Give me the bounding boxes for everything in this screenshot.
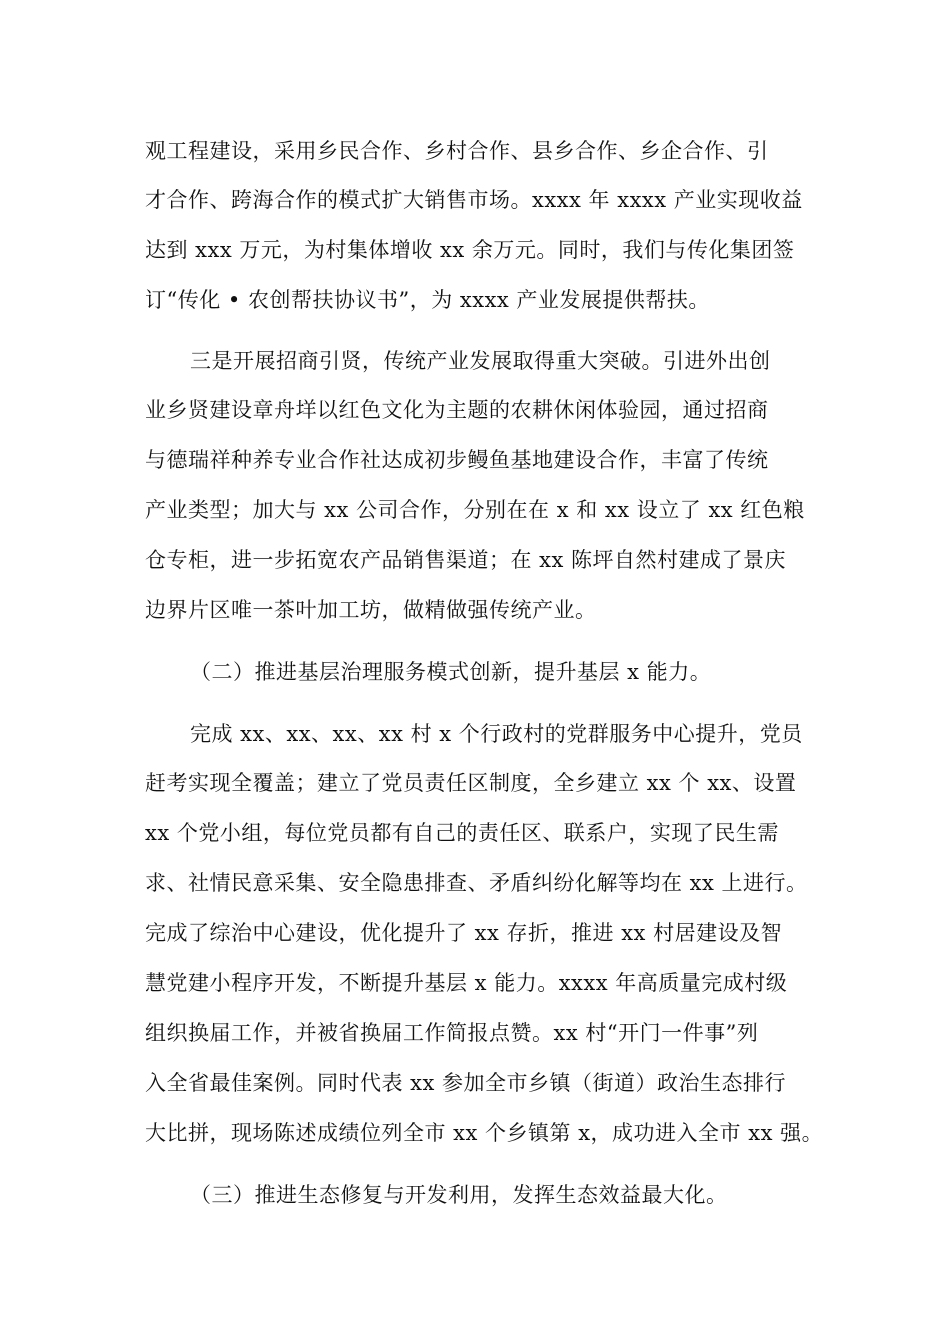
paragraph-line: 完成 xx、xx、xx、xx 村 x 个行政村的党群服务中心提升，党员: [190, 722, 803, 746]
section-heading: （二）推进基层治理服务模式创新，提升基层 x 能力。: [190, 660, 712, 684]
paragraph-line: 仓专柜，进一步拓宽农产品销售渠道；在 xx 陈坪自然村建成了景庆: [145, 548, 787, 572]
paragraph-line: 组织换届工作，并被省换届工作简报点赞。xx 村“开门一件事”列: [145, 1021, 759, 1045]
paragraph-line: 赶考实现全覆盖；建立了党员责任区制度，全乡建立 xx 个 xx、设置: [145, 771, 797, 795]
paragraph-line: xx 个党小组，每位党员都有自己的责任区、联系户，实现了民生需: [145, 821, 779, 845]
paragraph-line: 产业类型；加大与 xx 公司合作，分别在在 x 和 xx 设立了 xx 红色粮: [145, 498, 805, 522]
paragraph-line: 入全省最佳案例。同时代表 xx 参加全市乡镇（街道）政治生态排行: [145, 1071, 787, 1095]
paragraph-line: 三是开展招商引贤，传统产业发展取得重大突破。引进外出创: [190, 349, 771, 373]
paragraph-line: 达到 xxx 万元，为村集体增收 xx 余万元。同时，我们与传化集团签: [145, 238, 795, 262]
paragraph-line: 慧党建小程序开发，不断提升基层 x 能力。xxxx 年高质量完成村级: [145, 971, 788, 995]
paragraph-line: 订“传化 • 农创帮扶协议书”，为 xxxx 产业发展提供帮扶。: [145, 288, 710, 312]
paragraph-line: 边界片区唯一茶叶加工坊，做精做强传统产业。: [145, 598, 597, 622]
paragraph-line: 与德瑞祥种养专业合作社达成初步鳗鱼基地建设合作，丰富了传统: [145, 448, 769, 472]
paragraph-line: 完成了综治中心建设，优化提升了 xx 存折，推进 xx 村居建设及智: [145, 921, 783, 945]
paragraph-line: 才合作、跨海合作的模式扩大销售市场。xxxx 年 xxxx 产业实现收益: [145, 188, 803, 212]
paragraph-line: 观工程建设，采用乡民合作、乡村合作、县乡合作、乡企合作、引: [145, 139, 769, 163]
paragraph-line: 大比拼，现场陈述成绩位列全市 xx 个乡镇第 x，成功进入全市 xx 强。: [145, 1121, 824, 1145]
section-heading: （三）推进生态修复与开发利用，发挥生态效益最大化。: [190, 1183, 728, 1207]
paragraph-line: 业乡贤建设章舟垟以红色文化为主题的农耕休闲体验园，通过招商: [145, 398, 769, 422]
paragraph-line: 求、社情民意采集、安全隐患排查、矛盾纠纷化解等均在 xx 上进行。: [145, 871, 808, 895]
